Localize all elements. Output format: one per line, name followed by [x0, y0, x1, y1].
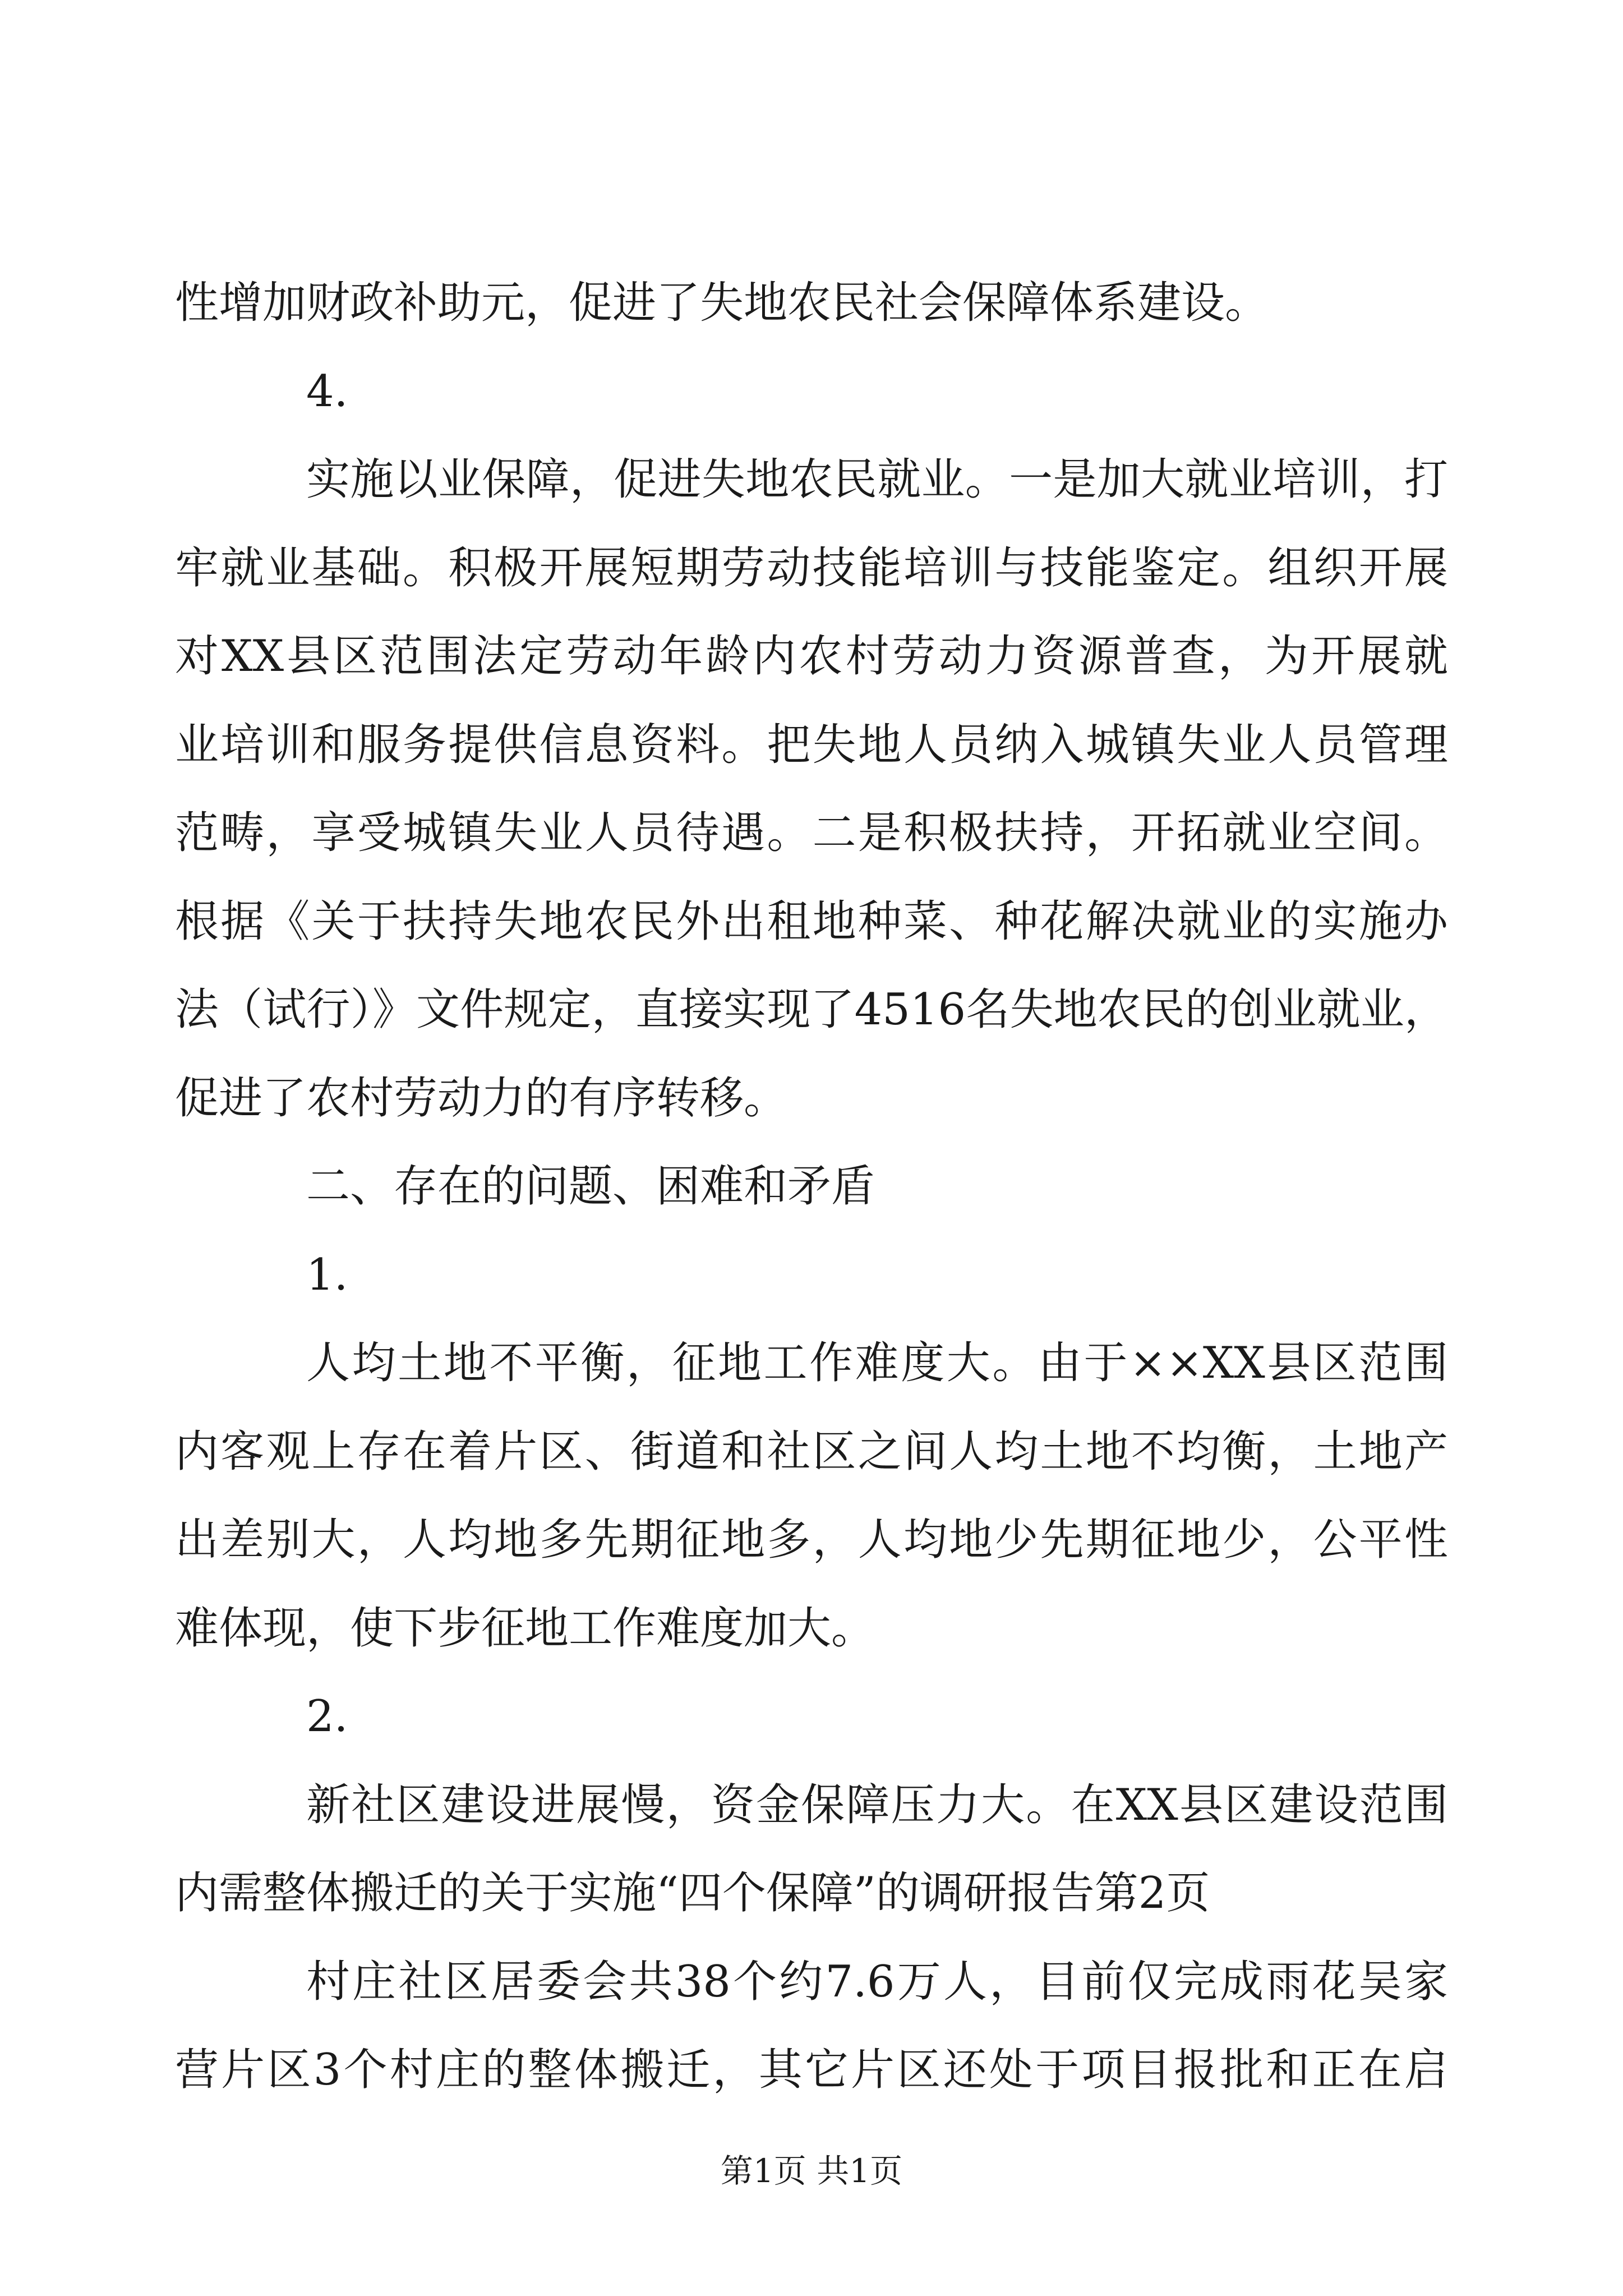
- body-line: 范畴，享受城镇失业人员待遇。二是积极扶持，开拓就业空间。: [175, 808, 1448, 858]
- section-heading: 二、存在的问题、困难和矛盾: [306, 1161, 875, 1212]
- body-line: 性增加财政补助元，促进了失地农民社会保障体系建设。: [175, 278, 1269, 328]
- item-number: 4.: [306, 366, 348, 417]
- body-line: 内客观上存在着片区、街道和社区之间人均土地不均衡，土地产: [175, 1426, 1448, 1477]
- body-line: 内需整体搬迁的关于实施“四个保障”的调研报告第2页: [175, 1868, 1210, 1918]
- item-number: 2.: [306, 1691, 348, 1742]
- item-number: 1.: [306, 1249, 348, 1300]
- body-line: 新社区建设进展慢，资金保障压力大。在XX县区建设范围: [306, 1779, 1448, 1830]
- body-line: 实施以业保障，促进失地农民就业。一是加大就业培训，打: [306, 454, 1448, 505]
- body-line: 业培训和服务提供信息资料。把失地人员纳入城镇失业人员管理: [175, 719, 1448, 770]
- body-line: 根据《关于扶持失地农民外出租地种菜、种花解决就业的实施办: [175, 896, 1448, 947]
- body-line: 人均土地不平衡，征地工作难度大。由于××XX县区范围: [306, 1338, 1448, 1388]
- body-line: 难体现，使下步征地工作难度加大。: [175, 1603, 875, 1654]
- body-line: 出差别大，人均地多先期征地多，人均地少先期征地少，公平性: [175, 1515, 1448, 1565]
- body-line: 营片区3个村庄的整体搬迁，其它片区还处于项目报批和正在启: [175, 2045, 1448, 2095]
- body-line: 牢就业基础。积极开展短期劳动技能培训与技能鉴定。组织开展: [175, 542, 1448, 593]
- body-line: 对XX县区范围法定劳动年龄内农村劳动力资源普查，为开展就: [175, 631, 1448, 682]
- page-footer: 第1页 共1页: [720, 2152, 903, 2190]
- body-line: 法（试行）》文件规定，直接实现了4516名失地农民的创业就业，: [175, 984, 1448, 1035]
- body-line: 村庄社区居委会共38个约7.6万人，目前仅完成雨花吴家: [306, 1956, 1448, 2007]
- body-line: 促进了农村劳动力的有序转移。: [175, 1073, 788, 1124]
